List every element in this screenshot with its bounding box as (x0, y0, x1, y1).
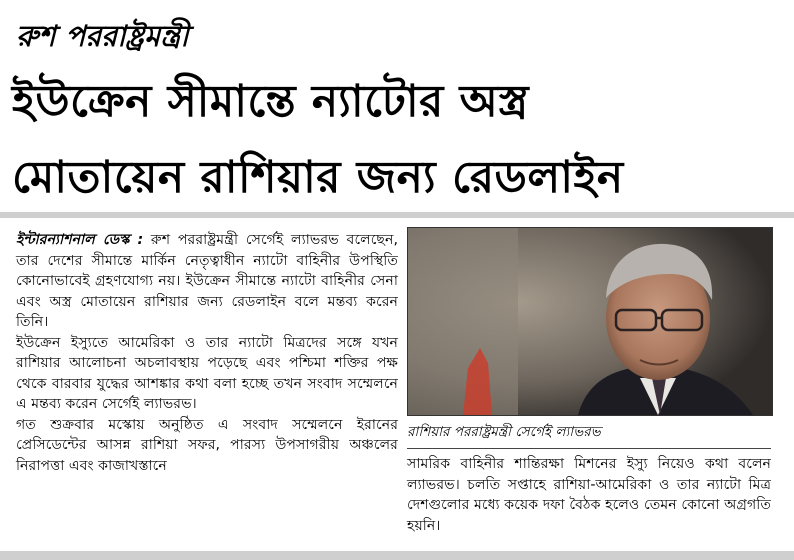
byline: ইন্টারন্যাশনাল ডেস্ক : (16, 232, 144, 248)
right-column (407, 454, 771, 536)
photo-sergei-lavrov (407, 227, 773, 416)
paragraph-3: গত শুক্রবার মস্কোয় অনুষ্ঠিত এ সংবাদ সম্মেলনে ইরানের প্রেসিডেন্টের আসন্ন রাশিয়া সফর, পারস্য উপসাগরীয় অঞ্চলের নিরাপত্তা এবং কাজাখস্তানে (16, 416, 398, 474)
lead-text: রুশ পররাষ্ট্রমন্ত্রী সের্গেই ল্যাভরভ বলেছেন, তার দেশের সীমান্তে মার্কিন নেতৃত্বাধীন ন্যাটো বাহিনীর উপস্থিতি কোনোভাবেই গ্রহণযোগ্য নয়। ইউক্রেন সীমান্তে ন্যাটো বাহিনীর সেনা এবং অস্ত্র মোতায়েন রাশিয়ার জন্য রেডলাইন বলে মন্তব্য করেন তিনি। (16, 232, 398, 330)
photo-caption: রাশিয়ার পররাষ্ট্রমন্ত্রী সের্গেই ল্যাভরভ (407, 422, 771, 449)
portrait-illustration (408, 228, 772, 415)
left-column (16, 230, 398, 476)
bottom-divider (0, 551, 794, 560)
headline-line-2: মোতায়েন রাশিয়ার জন্য রেডলাইন (12, 152, 624, 203)
paragraph-4: সামরিক বাহিনীর শান্তিরক্ষা মিশনের ইস্যু নিয়েও কথা বলেন ল্যাভরভ। চলতি সপ্তাহে রাশিয়া-আমেরিকা ও তার ন্যাটো মিত্র দেশগুলোর মধ্যে কয়েক দফা বৈঠক হলেও তেমন কোনো অগ্রগতি হয়নি। (407, 456, 771, 534)
kicker: রুশ পররাষ্ট্রমন্ত্রী (16, 19, 189, 53)
top-divider (0, 212, 794, 218)
lead-paragraph (16, 230, 398, 333)
headline-line-1: ইউক্রেন সীমান্তে ন্যাটোর অস্ত্র (12, 76, 529, 127)
paragraph-2: ইউক্রেন ইস্যুতে আমেরিকা ও তার ন্যাটো মিত্রদের সঙ্গে যখন রাশিয়ার আলোচনা অচলাবস্থায় পড়েছে এবং পশ্চিমা শক্তির পক্ষ থেকে বারবার যুদ্ধের আশঙ্কার কথা বলা হচ্ছে তখন সংবাদ সম্মেলনে এ মন্তব্য করেন সের্গেই ল্যাভরভ। (16, 334, 398, 412)
